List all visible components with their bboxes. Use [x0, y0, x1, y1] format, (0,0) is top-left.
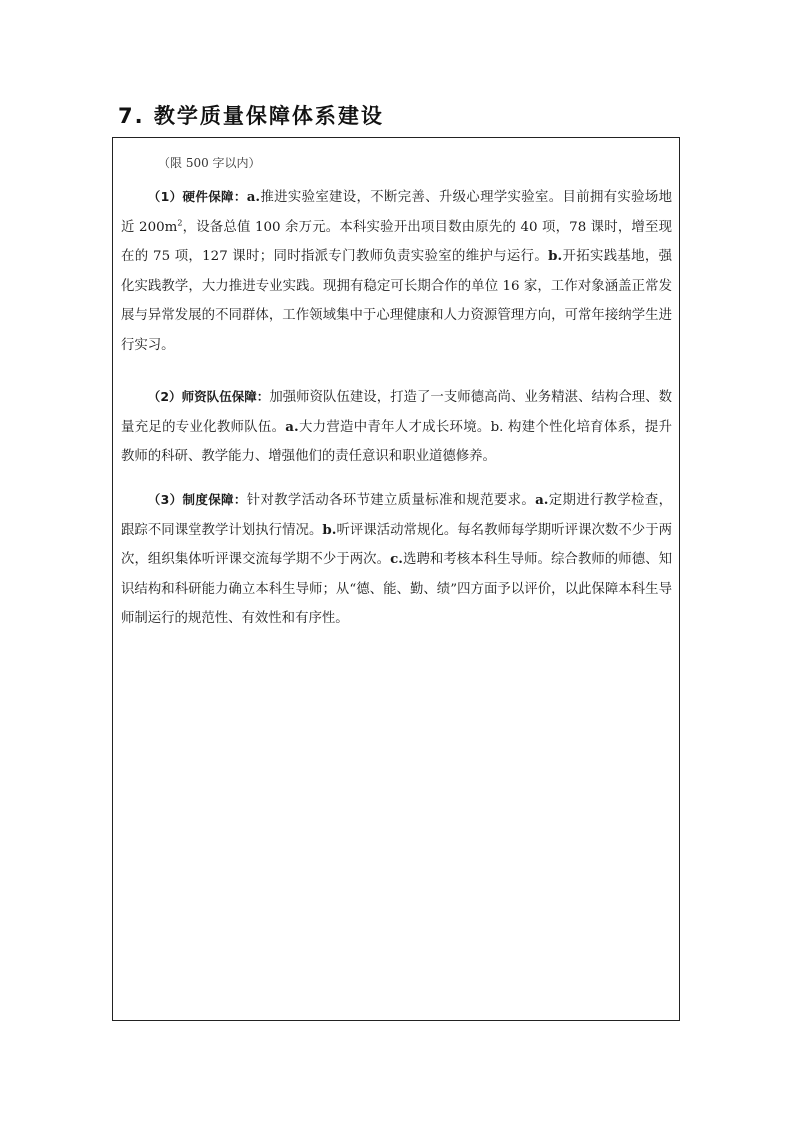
paragraph-text: 定期进行教学检查，跟踪不同课堂教学计划执行情况。 — [121, 493, 673, 538]
paragraph-text: 推进实验室建设，不断完善、升级心理学实验室。目前拥有实验场地近 200m — [121, 190, 672, 235]
paragraph-lead: （2）师资队伍保障： — [147, 389, 270, 404]
paragraph-text: 听评课活动常规化。每名教师每学期听评课次数不少于两次，组织集体听评课交流每学期不少于两次。 — [121, 522, 673, 567]
paragraph-hardware — [121, 182, 672, 360]
superscript: 2 — [177, 218, 183, 228]
paragraph-text: 选聘和考核本科生导师。综合教师的师德、知识结构和科研能力确立本科生导师；从“德、能、勤、绩”四方面予以评价，以此保障本科生导师制运行的规范性、有效性和有序性。 — [121, 552, 673, 626]
item-marker: a. — [535, 492, 549, 508]
item-marker: c. — [390, 551, 403, 567]
paragraph-text: 大力营造中青年人才成长环境。b. 构建个性化培育体系，提升教师的科研、教学能力、增强他们的责任意识和职业道德修养。 — [121, 419, 672, 464]
paragraph-text: ，设备总值 100 余万元。本科实验开出项目数由原先的 40 项，78 课时，增至现在的 75 项，127 课时；同时指派专门教师负责实验室的维护与运行。 — [121, 219, 673, 264]
item-marker: a. — [246, 189, 261, 205]
paragraph-lead: （1）硬件保障： — [147, 189, 247, 204]
paragraph-lead: （3）制度保障： — [147, 492, 247, 507]
word-limit-note: （限 500 字以内） — [158, 156, 261, 170]
paragraph-text: 加强师资队伍建设，打造了一支师德高尚、业务精湛、结构合理、数量充足的专业化教师队伍。 — [121, 390, 672, 435]
content-box — [112, 137, 680, 1021]
item-marker: a. — [285, 418, 299, 435]
section-title: 7. 教学质量保障体系建设 — [118, 104, 384, 128]
paragraph-system — [121, 485, 672, 634]
item-marker: b. — [548, 248, 563, 264]
item-marker: b. — [322, 521, 337, 538]
paragraph-text: 针对教学活动各环节建立质量标准和规范要求。 — [246, 493, 536, 508]
paragraph-text: 开拓实践基地，强化实践教学，大力推进专业实践。现拥有稳定可长期合作的单位 16 家，工作对象涵盖正常发展与异常发展的不同群体，工作领域集中于心理健康和人力资源管理方向，可常年接纳学生进行实习。 — [121, 249, 673, 353]
paragraph-faculty — [121, 382, 672, 472]
